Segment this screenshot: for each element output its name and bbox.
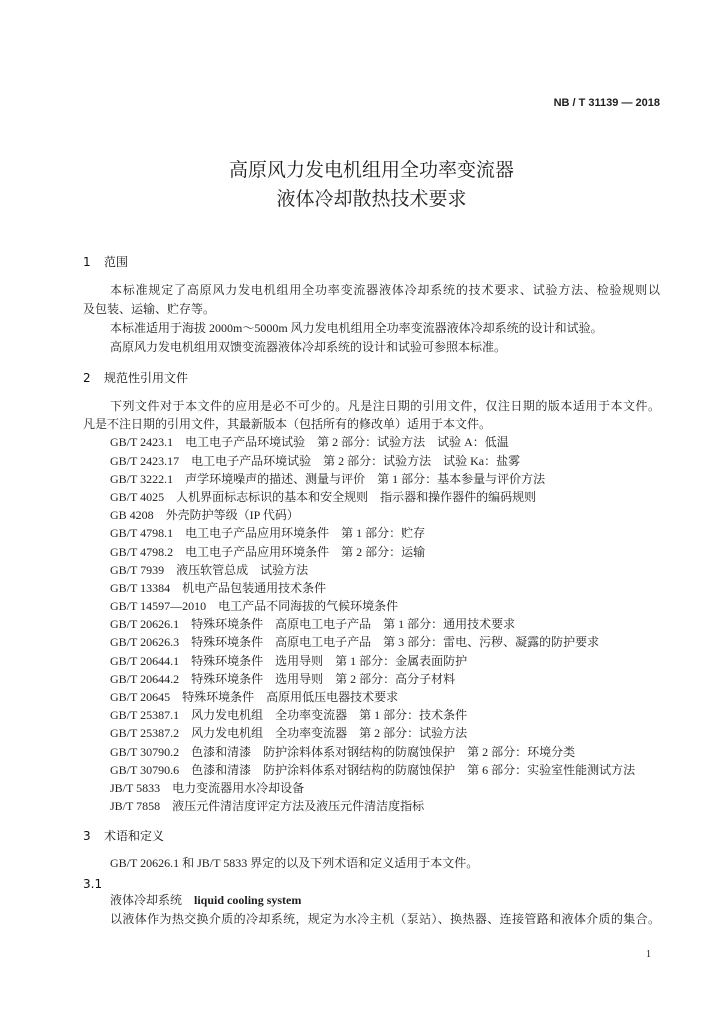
- section-heading-scope: [83, 253, 660, 271]
- term-english: liquid cooling system: [194, 893, 302, 907]
- reference-item: [83, 561, 660, 579]
- reference-item: [83, 633, 660, 651]
- reference-item: [83, 506, 660, 524]
- reference-code: GB/T 20626.3: [110, 635, 180, 650]
- document-title: [83, 156, 660, 214]
- reference-item: [83, 688, 660, 706]
- reference-code: GB/T 4798.1: [110, 526, 174, 541]
- reference-code: GB 4208: [110, 508, 154, 523]
- paragraph-line: 本标准适用于海拔 2000m～5000m 风力发电机组用全功率变流器液体冷却系统的设计和试验。: [110, 320, 603, 335]
- reference-title: 外壳防护等级（IP 代码）: [165, 508, 299, 523]
- reference-item: [83, 779, 660, 797]
- reference-title: 机电产品包装通用技术条件: [182, 580, 327, 595]
- section-title: 术语和定义: [104, 829, 165, 843]
- reference-item: [83, 724, 660, 742]
- reference-code: GB/T 3222.1: [110, 471, 174, 486]
- reference-code: GB/T 2423.17: [110, 453, 180, 468]
- reference-item: [83, 579, 660, 597]
- reference-item: [83, 743, 660, 761]
- reference-title: 电工产品不同海拔的气候环境条件: [218, 599, 399, 614]
- reference-title: 风力发电机组 全功率变流器 第 1 部分：技术条件: [191, 708, 468, 723]
- reference-title: 特殊环境条件 高原用低压电器技术要求: [182, 690, 399, 704]
- reference-item: [83, 615, 660, 633]
- section-number: 3: [83, 829, 91, 843]
- reference-code: GB/T 20626.1: [110, 617, 180, 632]
- section-title: 范围: [104, 255, 129, 269]
- reference-item: [83, 706, 660, 724]
- reference-item: [83, 597, 660, 615]
- section-3-intro: [83, 854, 660, 873]
- reference-code: JB/T 7858: [110, 799, 161, 814]
- reference-code: GB/T 20644.2: [110, 671, 180, 686]
- section-number: 2: [83, 371, 91, 385]
- reference-list: [83, 433, 660, 815]
- paragraph-line: 高原风力发电机组用双馈变流器液体冷却系统的设计和试验可参照本标准。: [110, 339, 507, 354]
- definition-line: 以液体作为热交换介质的冷却系统，规定为水冷主机（泵站）、换热器、连接管路和液体介质的集合。: [110, 912, 660, 926]
- title-line-1: 高原风力发电机组用全功率变流器: [228, 159, 514, 181]
- paragraph-line: GB/T 20626.1 和 JB/T 5833 界定的以及下列术语和定义适用于本文件。: [110, 856, 479, 870]
- reference-code: GB/T 20644.1: [110, 653, 180, 668]
- reference-code: GB/T 30790.6: [110, 762, 180, 777]
- reference-item: [83, 433, 660, 451]
- reference-item: [83, 652, 660, 670]
- reference-title: 色漆和清漆 防护涂料体系对钢结构的防腐蚀保护 第 6 部分：实验室性能测试方法: [191, 762, 636, 777]
- term-line: [83, 891, 660, 910]
- reference-title: 特殊环境条件 高原电工电子产品 第 3 部分：雷电、污秽、凝露的防护要求: [191, 635, 600, 650]
- paragraph-line: 下列文件对于本文件的应用是必不可少的。凡是注日期的引用文件，仅注日期的版本适用于本文件。: [110, 399, 660, 413]
- section-heading-normative-references: [83, 369, 660, 387]
- reference-item: [83, 543, 660, 561]
- paragraph-line: 凡是不注日期的引用文件，其最新版本（包括所有的修改单）适用于本文件。: [83, 417, 492, 432]
- section-1-body: [83, 281, 660, 357]
- reference-title: 电力变流器用水冷却设备: [172, 780, 305, 795]
- reference-code: GB/T 25387.1: [110, 708, 180, 723]
- section-2-body: [83, 397, 660, 815]
- page-number: 1: [646, 949, 651, 960]
- reference-code: GB/T 4798.2: [110, 544, 174, 559]
- term-chinese: 液体冷却系统: [110, 893, 183, 907]
- reference-title: 特殊环境条件 选用导则 第 1 部分：金属表面防护: [191, 653, 468, 668]
- reference-code: GB/T 30790.2: [110, 744, 180, 759]
- reference-code: GB/T 2423.1: [110, 435, 174, 450]
- reference-title: 特殊环境条件 高原电工电子产品 第 1 部分：通用技术要求: [191, 617, 516, 632]
- term-definition: [83, 910, 660, 929]
- reference-item: [83, 524, 660, 542]
- paragraph: [83, 338, 660, 357]
- title-line-2: 液体冷却散热技术要求: [276, 188, 467, 210]
- reference-code: GB/T 20645: [110, 690, 171, 704]
- paragraph: [83, 397, 660, 433]
- reference-title: 声学环境噪声的描述、测量与评价 第 1 部分：基本参量与评价方法: [185, 471, 546, 486]
- reference-item: [83, 488, 660, 506]
- reference-code: GB/T 4025: [110, 489, 165, 504]
- term-entry: [83, 891, 660, 910]
- reference-title: 液压元件清洁度评定方法及液压元件清洁度指标: [172, 799, 425, 814]
- reference-item: [83, 761, 660, 779]
- paragraph-line: 本标准规定了高原风力发电机组用全功率变流器液体冷却系统的技术要求、试验方法、检验规则以: [110, 282, 660, 297]
- reference-item: [83, 670, 660, 688]
- reference-item: [83, 797, 660, 815]
- reference-title: 电工电子产品环境试验 第 2 部分：试验方法 试验 Ka：盐雾: [191, 453, 521, 468]
- reference-code: GB/T 14597—2010: [110, 599, 207, 614]
- reference-title: 电工电子产品应用环境条件 第 2 部分：运输: [185, 544, 426, 559]
- reference-title: 特殊环境条件 选用导则 第 2 部分：高分子材料: [191, 671, 456, 686]
- reference-code: JB/T 5833: [110, 780, 161, 795]
- paragraph: [83, 319, 660, 338]
- section-heading-terms-and-definitions: [83, 827, 660, 845]
- reference-code: GB/T 25387.2: [110, 726, 180, 741]
- reference-title: 电工电子产品环境试验 第 2 部分：试验方法 试验 A：低温: [185, 435, 509, 450]
- section-title: 规范性引用文件: [104, 371, 189, 385]
- standard-number: NB / T 31139 — 2018: [553, 97, 660, 109]
- reference-code: GB/T 13384: [110, 580, 171, 595]
- paragraph: [83, 281, 660, 319]
- reference-title: 电工电子产品应用环境条件 第 1 部分：贮存: [185, 526, 426, 541]
- section-number: 1: [83, 255, 91, 269]
- reference-code: GB/T 7939: [110, 562, 165, 577]
- reference-item: [83, 470, 660, 488]
- reference-title: 风力发电机组 全功率变流器 第 2 部分：试验方法: [191, 726, 468, 741]
- reference-title: 液压软管总成 试验方法: [176, 562, 309, 577]
- reference-title: 色漆和清漆 防护涂料体系对钢结构的防腐蚀保护 第 2 部分：环境分类: [191, 744, 576, 759]
- paragraph-line: 及包装、运输、贮存等。: [83, 301, 216, 316]
- term-number-label: 3.1: [83, 877, 103, 891]
- reference-item: [83, 452, 660, 470]
- reference-title: 人机界面标志标识的基本和安全规则 指示器和操作器件的编码规则: [176, 489, 537, 504]
